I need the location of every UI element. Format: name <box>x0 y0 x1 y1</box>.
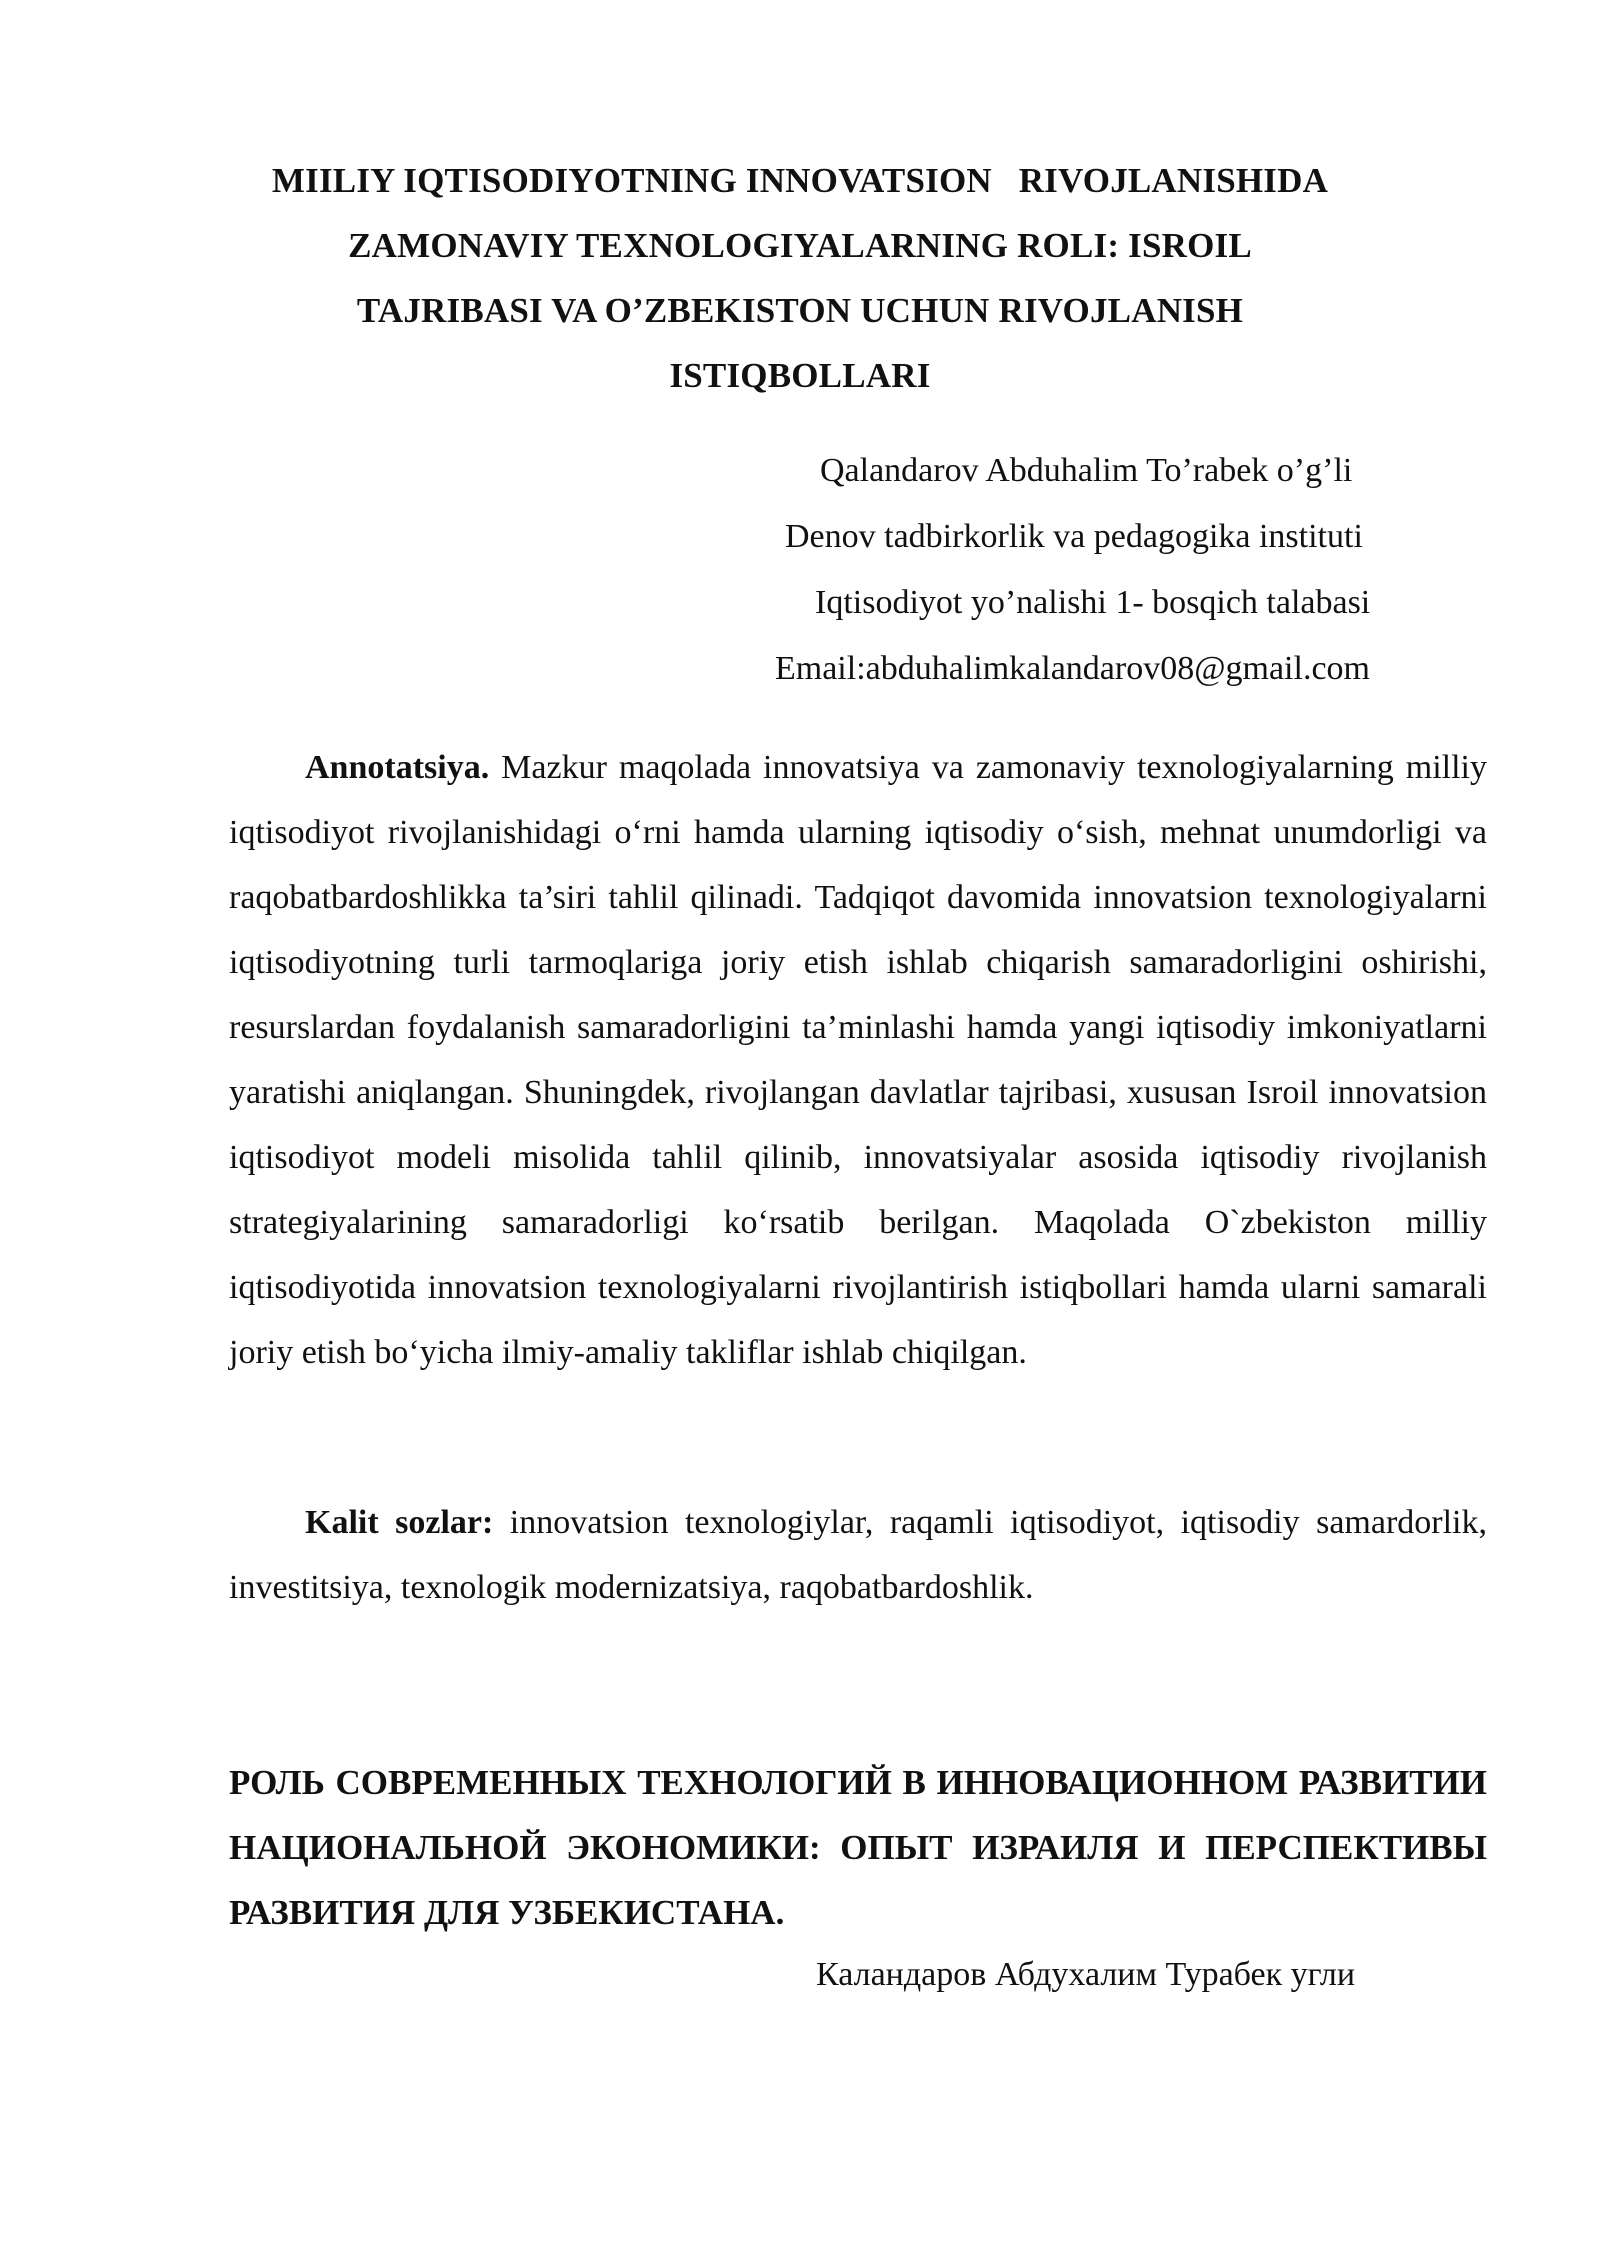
russian-author-name: Каландаров Абдухалим Турабек угли <box>816 1956 1356 1993</box>
title-line-2: ZAMONAVIY TEXNOLOGIYALARNING ROLI: ISROIL <box>348 226 1252 265</box>
keywords-paragraph <box>229 1490 1487 1620</box>
title-line-4: ISTIQBOLLARI <box>669 356 931 395</box>
title-line-1: MIILIY IQTISODIYOTNING INNOVATSION RIVOJLANISHIDA <box>271 161 1329 200</box>
keywords-label: Kalit sozlar: <box>305 1504 494 1541</box>
author-program: Iqtisodiyot yo’nalishi 1- bosqich talabasi <box>815 584 1371 621</box>
title-line-3: TAJRIBASI VA O’ZBEKISTON UCHUN RIVOJLANISH <box>356 291 1244 330</box>
abstract-text: Mazkur maqolada innovatsiya va zamonaviy texnologiyalarning milliy iqtisodiyot rivojlanishidagi o‘rni hamda ularning iqtisodiy o‘sish, mehnat unumdorligi va raqobatbardoshlikka ta’siri tahlil qilinadi. Tadqiqot davomida innovatsion texnologiyalarni iqtisodiyotning turli tarmoqlariga joriy etish ishlab chiqarish samaradorligini oshirishi, resurslardan foydalanish samaradorligini ta’minlashi hamda yangi iqtisodiy imkoniyatlarni yaratishi aniqlangan. Shuningdek, rivojlangan davlatlar tajribasi, xususan Isroil innovatsion iqtisodiyot modeli misolida tahlil qilinib, innovatsiyalar asosida iqtisodiy rivojlanish strategiyalarining samaradorligi ko‘rsatib berilgan. Maqolada O`zbekiston milliy iqtisodiyotida innovatsion texnologiyalarni rivojlantirish istiqbollari hamda ularni samarali joriy etish bo‘yicha ilmiy-amaliy takliflar ishlab chiqilgan. <box>229 749 1487 1371</box>
article-title <box>200 148 1400 408</box>
author-name: Qalandarov Abduhalim To’rabek o’g’li <box>820 452 1353 489</box>
abstract-paragraph <box>229 735 1487 1385</box>
keywords-text: innovatsion texnologiylar, raqamli iqtisodiyot, iqtisodiy samardorlik, investitsiya, texnologik modernizatsiya, raqobatbardoshlik. <box>229 1504 1488 1606</box>
author-institution: Denov tadbirkorlik va pedagogika instituti <box>785 518 1363 555</box>
russian-title: РОЛЬ СОВРЕМЕННЫХ ТЕХНОЛОГИЙ В ИННОВАЦИОННОМ РАЗВИТИИ НАЦИОНАЛЬНОЙ ЭКОНОМИКИ: ОПЫТ ИЗРАИЛЯ И ПЕРСПЕКТИВЫ РАЗВИТИЯ ДЛЯ УЗБЕКИСТАНА. <box>229 1763 1487 1932</box>
author-email: Email:abduhalimkalandarov08@gmail.com <box>775 650 1370 687</box>
abstract-label: Annotatsiya. <box>305 749 490 786</box>
author-info <box>760 438 1460 702</box>
